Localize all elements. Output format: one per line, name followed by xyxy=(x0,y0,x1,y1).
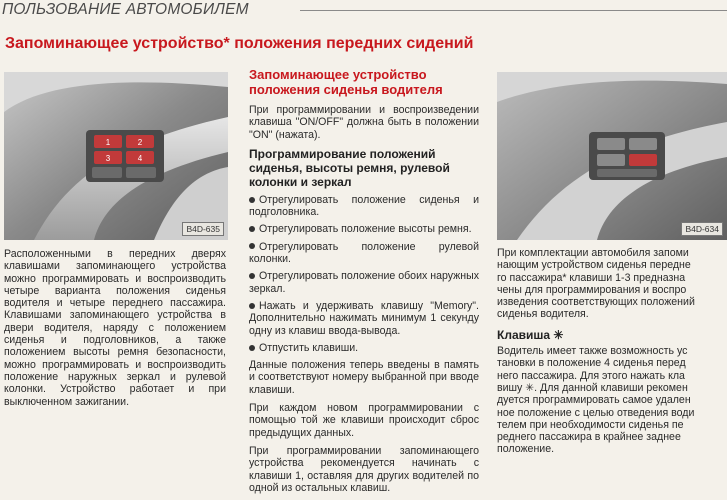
bullet-icon xyxy=(249,226,255,232)
door-memory-buttons-photo xyxy=(4,72,228,240)
svg-text:2: 2 xyxy=(137,138,143,147)
svg-text:3: 3 xyxy=(105,154,111,163)
passenger-button-panel xyxy=(589,132,665,180)
figure-code: B4D-635 xyxy=(182,222,224,236)
list-item: Отрегулировать положение рулевой колонки. xyxy=(249,240,479,266)
text-line: чены для программирования и воспро xyxy=(497,283,687,296)
bullet-icon xyxy=(249,243,255,249)
section-title: ПОЛЬЗОВАНИЕ АВТОМОБИЛЕМ xyxy=(2,1,249,18)
intro-text: Расположенными в передних дверях клавишами запоминающего устройства можно программировать и воспроизводить четыре варианта положения сиденья водителя и четыре переднего пассажира. Клавишами запоминающего устройства в двери водителя, наряду с положением сиденья и подголовников, а также положением высоты ремня безопасности, можно программировать и воспроизводить положение наружных зеркал и рулевой колонки. Устройство работает и при выключенном зажигании. xyxy=(4,248,226,408)
text-line: реднего пассажира в крайнее заднее xyxy=(497,431,681,444)
header-rule xyxy=(300,10,727,11)
paragraph: При программировании и воспроизведении клавиша "ON/OFF" должна быть в положении "ON" (нажата). xyxy=(249,104,479,141)
text-line: го пассажира* клавиши 1-3 предназна xyxy=(497,271,686,284)
passenger-memory-section xyxy=(497,247,727,456)
text-line: При комплектации автомобиля запоми xyxy=(497,247,689,259)
list-item: Отрегулировать положение сиденья и подголовника. xyxy=(249,193,479,219)
section-heading: Запоминающее устройство положения сиденья водителя xyxy=(249,67,443,97)
text-line: положение. xyxy=(497,443,555,456)
bullet-icon xyxy=(249,303,255,309)
paragraph: При программировании запоминающего устройства рекомендуется начинать с клавиши 1, оставляя для других водителей по одной из остальных клавиш. xyxy=(249,444,479,494)
bullet-icon xyxy=(249,345,255,351)
memory-button-panel xyxy=(86,130,164,182)
driver-memory-section xyxy=(249,68,479,500)
text-line: дуется программировать самое удален xyxy=(497,394,691,407)
text-line: вишу ✳. Для данной клавиши рекомен xyxy=(497,381,688,394)
intro-paragraph xyxy=(4,248,226,414)
text-line: нающим устройством сиденья передне xyxy=(497,259,691,272)
bullet-icon xyxy=(249,197,255,203)
paragraph: При каждом новом программировании с помощью той же клавиши происходит сброс предыдущих данных. xyxy=(249,402,479,439)
paragraph: Данные положения теперь введены в память и соответствуют номеру выбранной при вводе клавиши. xyxy=(249,359,479,396)
list-item: Нажать и удерживать клавишу "Memory". Дополнительно нажимать минимум 1 секунду одну из клавиш ввода-вывода. xyxy=(249,299,479,337)
text-line: сиденья водителя. xyxy=(497,308,589,321)
svg-text:1: 1 xyxy=(105,138,111,147)
key-heading: Клавиша ✳ xyxy=(497,327,564,342)
text-line: тановки в положение 4 сиденья перед xyxy=(497,357,686,370)
list-item: Отпустить клавиши. xyxy=(249,342,479,354)
figure-code: B4D-634 xyxy=(681,222,723,236)
text-line: изведения соответствующих положений xyxy=(497,296,695,309)
bullet-icon xyxy=(249,273,255,279)
text-line: него пассажира. Для этого нажать кла xyxy=(497,369,685,382)
text-line: Водитель имеет также возможность ус xyxy=(497,345,688,358)
list-item: Отрегулировать положение обоих наружных зеркал. xyxy=(249,270,480,295)
passenger-door-buttons-photo xyxy=(497,72,727,240)
svg-text:4: 4 xyxy=(137,154,143,163)
page-header xyxy=(0,0,727,24)
page-title: Запоминающее устройство* положения передних сидений xyxy=(5,35,474,52)
text-line: телем при необходимости сиденья пе xyxy=(497,418,684,431)
subsection-heading: Программирование положений сиденья, высоты ремня, рулевой колонки и зеркал xyxy=(249,146,450,189)
list-item: Отрегулировать положение высоты ремня. xyxy=(249,223,479,235)
text-line: ное положение с целью отведения води xyxy=(497,406,695,419)
